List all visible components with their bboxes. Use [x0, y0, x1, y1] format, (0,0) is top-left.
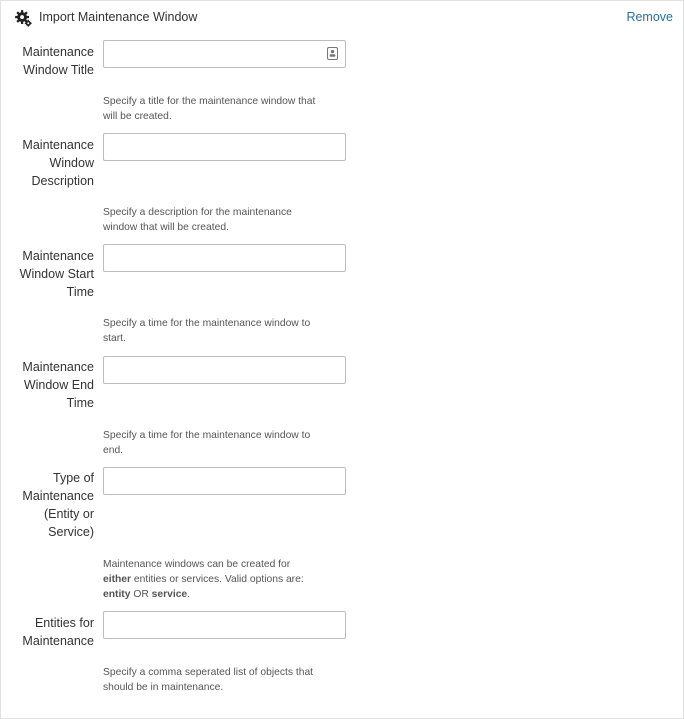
field-label-maintenance-type — [14, 469, 94, 541]
window-description-input[interactable] — [103, 133, 346, 161]
help-text-maintenance-type — [103, 557, 318, 602]
label-line: Type of — [53, 471, 94, 485]
help-line — [103, 572, 318, 587]
window-start-time-input[interactable] — [103, 244, 346, 272]
field-label-window-description — [14, 136, 94, 190]
help-text-entities: Specify a comma seperated list of objects that should be in maintenance. — [103, 667, 314, 693]
help-text-window-title: Specify a title for the maintenance window that will be created. — [103, 96, 316, 122]
help-line — [103, 587, 318, 602]
window-end-time-input[interactable] — [103, 356, 346, 384]
label-line: Window End — [23, 378, 94, 392]
help-text-window-end-time: Specify a time for the maintenance window to end. — [103, 430, 311, 456]
label-line: Window Title — [23, 63, 94, 77]
contact-card-icon[interactable] — [327, 47, 338, 60]
window-title-input[interactable] — [103, 40, 346, 68]
help-text-fragment: . — [187, 589, 191, 600]
help-text-window-start-time: Specify a time for the maintenance window to start. — [103, 318, 311, 344]
label-line: Service) — [48, 525, 94, 539]
remove-link[interactable]: Remove — [626, 10, 673, 24]
label-line: (Entity or — [43, 507, 94, 521]
help-emphasis: service — [151, 589, 188, 600]
label-line: Description — [31, 174, 94, 188]
label-line: Maintenance — [22, 634, 94, 648]
entities-input[interactable] — [103, 611, 346, 639]
label-line: Maintenance — [22, 138, 94, 152]
label-line: Maintenance — [22, 489, 94, 503]
label-line: Window — [49, 156, 94, 170]
field-label-window-end-time — [14, 358, 94, 412]
panel-header — [14, 7, 673, 29]
gear-icon — [14, 9, 33, 28]
label-line: Entities for — [34, 616, 94, 630]
help-emphasis: entity — [103, 589, 131, 600]
help-text-fragment: OR — [130, 589, 152, 600]
label-line: Time — [66, 285, 94, 299]
field-label-window-start-time — [14, 247, 94, 301]
help-text-fragment: entities or services. Valid options are: — [131, 574, 304, 585]
field-label-window-title — [14, 43, 94, 79]
field-label-entities — [14, 614, 94, 650]
panel-title: Import Maintenance Window — [39, 10, 198, 24]
label-line: Time — [66, 396, 94, 410]
label-line: Maintenance — [22, 249, 94, 263]
help-text-window-description: Specify a description for the maintenance window that will be created. — [103, 207, 292, 233]
maintenance-type-input[interactable] — [103, 467, 346, 495]
label-line: Maintenance — [22, 45, 94, 59]
label-line: Maintenance — [22, 360, 94, 374]
help-line: Maintenance windows can be created for — [103, 559, 291, 570]
help-emphasis: either — [103, 574, 132, 585]
label-line: Window Start — [19, 267, 94, 281]
